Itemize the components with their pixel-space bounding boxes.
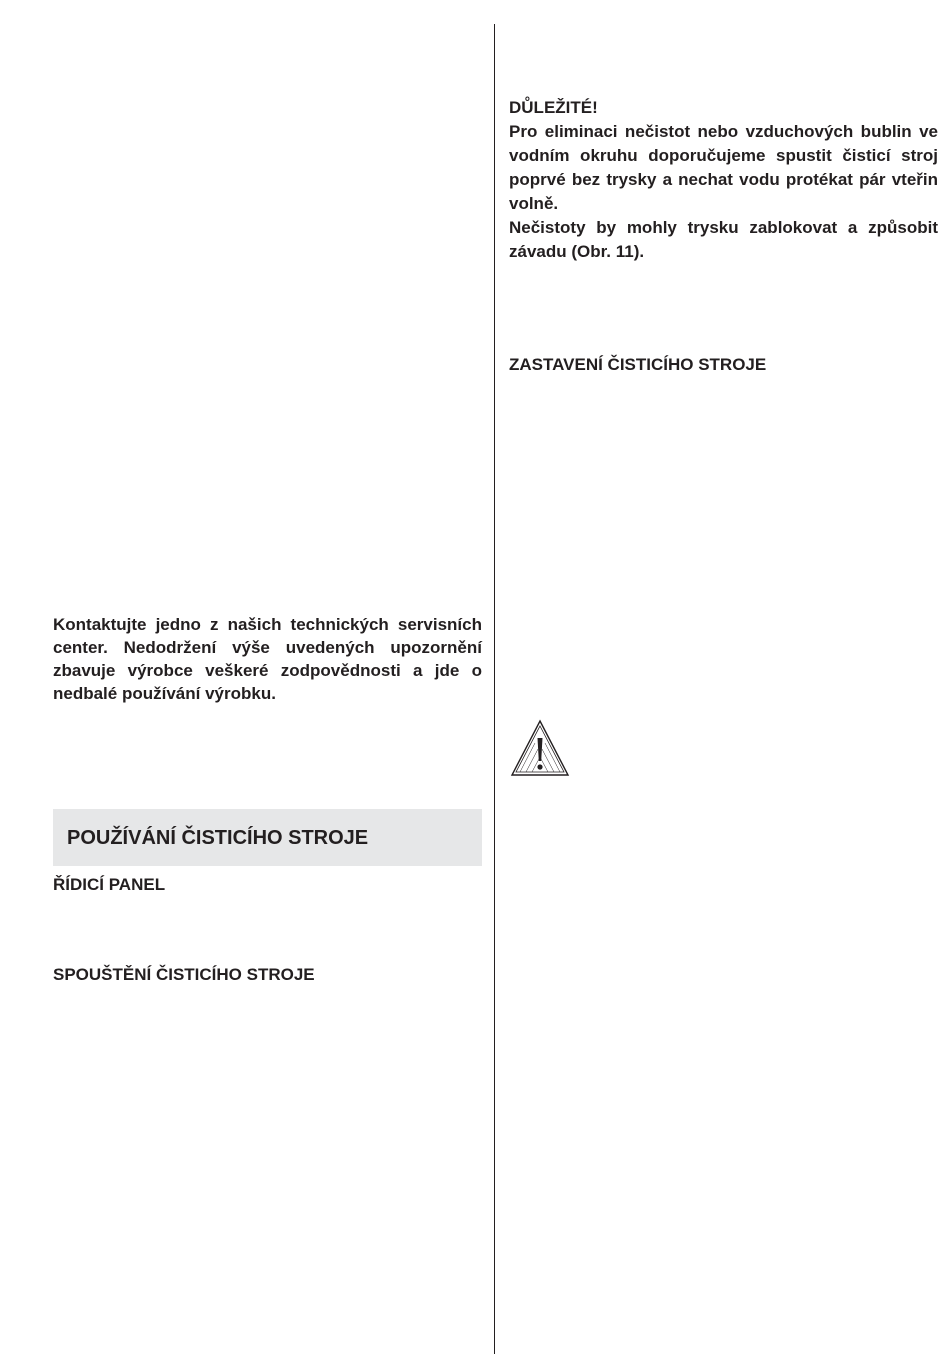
contact-service-text: Kontaktujte jedno z našich technických servisních center. Nedodržení výše uvedených upozornění zbavuje výrobce veškeré zodpovědnosti a jde o nedbalé používání výrobku.: [53, 615, 482, 703]
section-title: POUŽÍVÁNÍ ČISTICÍHO STROJE: [67, 827, 369, 849]
important-title: DŮLEŽITÉ!: [509, 98, 598, 117]
important-paragraph-1: Pro eliminaci nečistot nebo vzduchových bublin ve vodním okruhu doporučujeme spustit čisticí stroj poprvé bez trysky a nechat vodu protékat pár vteřin volně.: [509, 122, 938, 213]
section-title-band: [53, 809, 482, 866]
important-paragraph-2: Nečistoty by mohly trysku zablokovat a způsobit závadu (Obr. 11).: [509, 218, 938, 261]
important-notice: [509, 96, 938, 264]
column-divider: [494, 24, 495, 1354]
stop-cleaner-heading: ZASTAVENÍ ČISTICÍHO STROJE: [509, 355, 767, 374]
warning-triangle-icon: [510, 719, 570, 777]
control-panel-heading: ŘÍDICÍ PANEL: [53, 875, 166, 894]
start-cleaner-heading: SPOUŠTĚNÍ ČISTICÍHO STROJE: [53, 965, 315, 984]
